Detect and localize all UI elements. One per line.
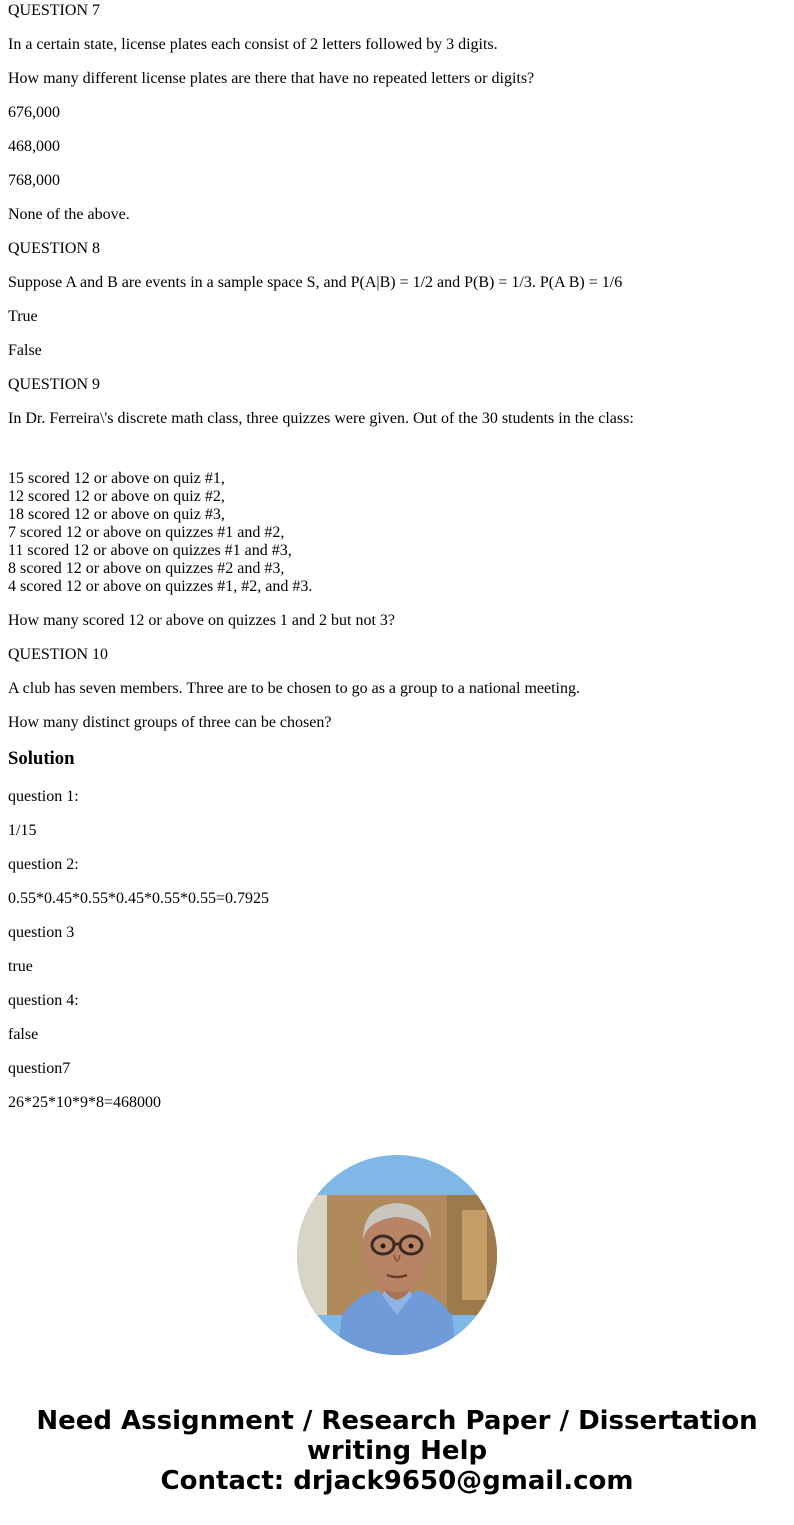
q8-option-true: True (8, 308, 38, 325)
q8-text: Suppose A and B are events in a sample space S, and P(A|B) = 1/2 and P(B) = 1/3. P(A B) = 1/6 (8, 274, 623, 291)
q8-option-false: False (8, 342, 42, 359)
solution-line: question 3 (8, 924, 75, 941)
q7-heading: QUESTION 7 (8, 2, 100, 19)
solution-line: question 2: (8, 856, 79, 873)
q7-option-d: None of the above. (8, 206, 130, 223)
tutor-avatar (297, 1155, 497, 1355)
q9-heading: QUESTION 9 (8, 376, 100, 393)
banner-line-1: Need Assignment / Research Paper / Dissertation (36, 1406, 758, 1436)
solution-line: 26*25*10*9*8=468000 (8, 1094, 162, 1111)
q9-stat-line: 7 scored 12 or above on quizzes #1 and #2, (8, 524, 285, 541)
banner-contact-email: Contact: drjack9650@gmail.com (160, 1466, 634, 1496)
q10-text-1: A club has seven members. Three are to be chosen to go as a group to a national meeting. (8, 680, 580, 697)
q9-stat-line: 12 scored 12 or above on quiz #2, (8, 488, 225, 505)
solution-line: question 4: (8, 992, 79, 1009)
q7-text-2: How many different license plates are there that have no repeated letters or digits? (8, 70, 535, 87)
q7-option-b: 468,000 (8, 138, 60, 155)
solution-line: 0.55*0.45*0.55*0.45*0.55*0.55=0.7925 (8, 890, 270, 907)
q7-text-1: In a certain state, license plates each consist of 2 letters followed by 3 digits. (8, 36, 498, 53)
solution-line: false (8, 1026, 39, 1043)
q7-option-a: 676,000 (8, 104, 60, 121)
q9-stat-line: 11 scored 12 or above on quizzes #1 and #3, (8, 542, 292, 559)
q9-stat-line: 4 scored 12 or above on quizzes #1, #2, and #3. (8, 578, 313, 595)
solution-line: question 1: (8, 788, 79, 805)
q9-stat-line: 18 scored 12 or above on quiz #3, (8, 506, 225, 523)
q8-heading: QUESTION 8 (8, 240, 100, 257)
document-body (0, 2, 794, 1112)
q9-question: How many scored 12 or above on quizzes 1 and 2 but not 3? (8, 612, 396, 629)
solution-line: 1/15 (8, 822, 37, 839)
contact-banner (0, 1406, 794, 1496)
solution-heading: Solution (8, 748, 75, 769)
solution-line: true (8, 958, 33, 975)
q7-option-c: 768,000 (8, 172, 60, 189)
q10-heading: QUESTION 10 (8, 646, 108, 663)
tutor-portrait-image (297, 1155, 497, 1355)
solution-line: question7 (8, 1060, 71, 1077)
q9-stat-line: 15 scored 12 or above on quiz #1, (8, 470, 225, 487)
banner-line-2: writing Help (306, 1436, 488, 1466)
q9-stat-line: 8 scored 12 or above on quizzes #2 and #3, (8, 560, 285, 577)
q10-text-2: How many distinct groups of three can be chosen? (8, 714, 332, 731)
q9-stats-list (8, 470, 786, 596)
q9-spacer (8, 444, 786, 470)
q9-text: In Dr. Ferreira\'s discrete math class, three quizzes were given. Out of the 30 students in the class: (8, 410, 634, 427)
